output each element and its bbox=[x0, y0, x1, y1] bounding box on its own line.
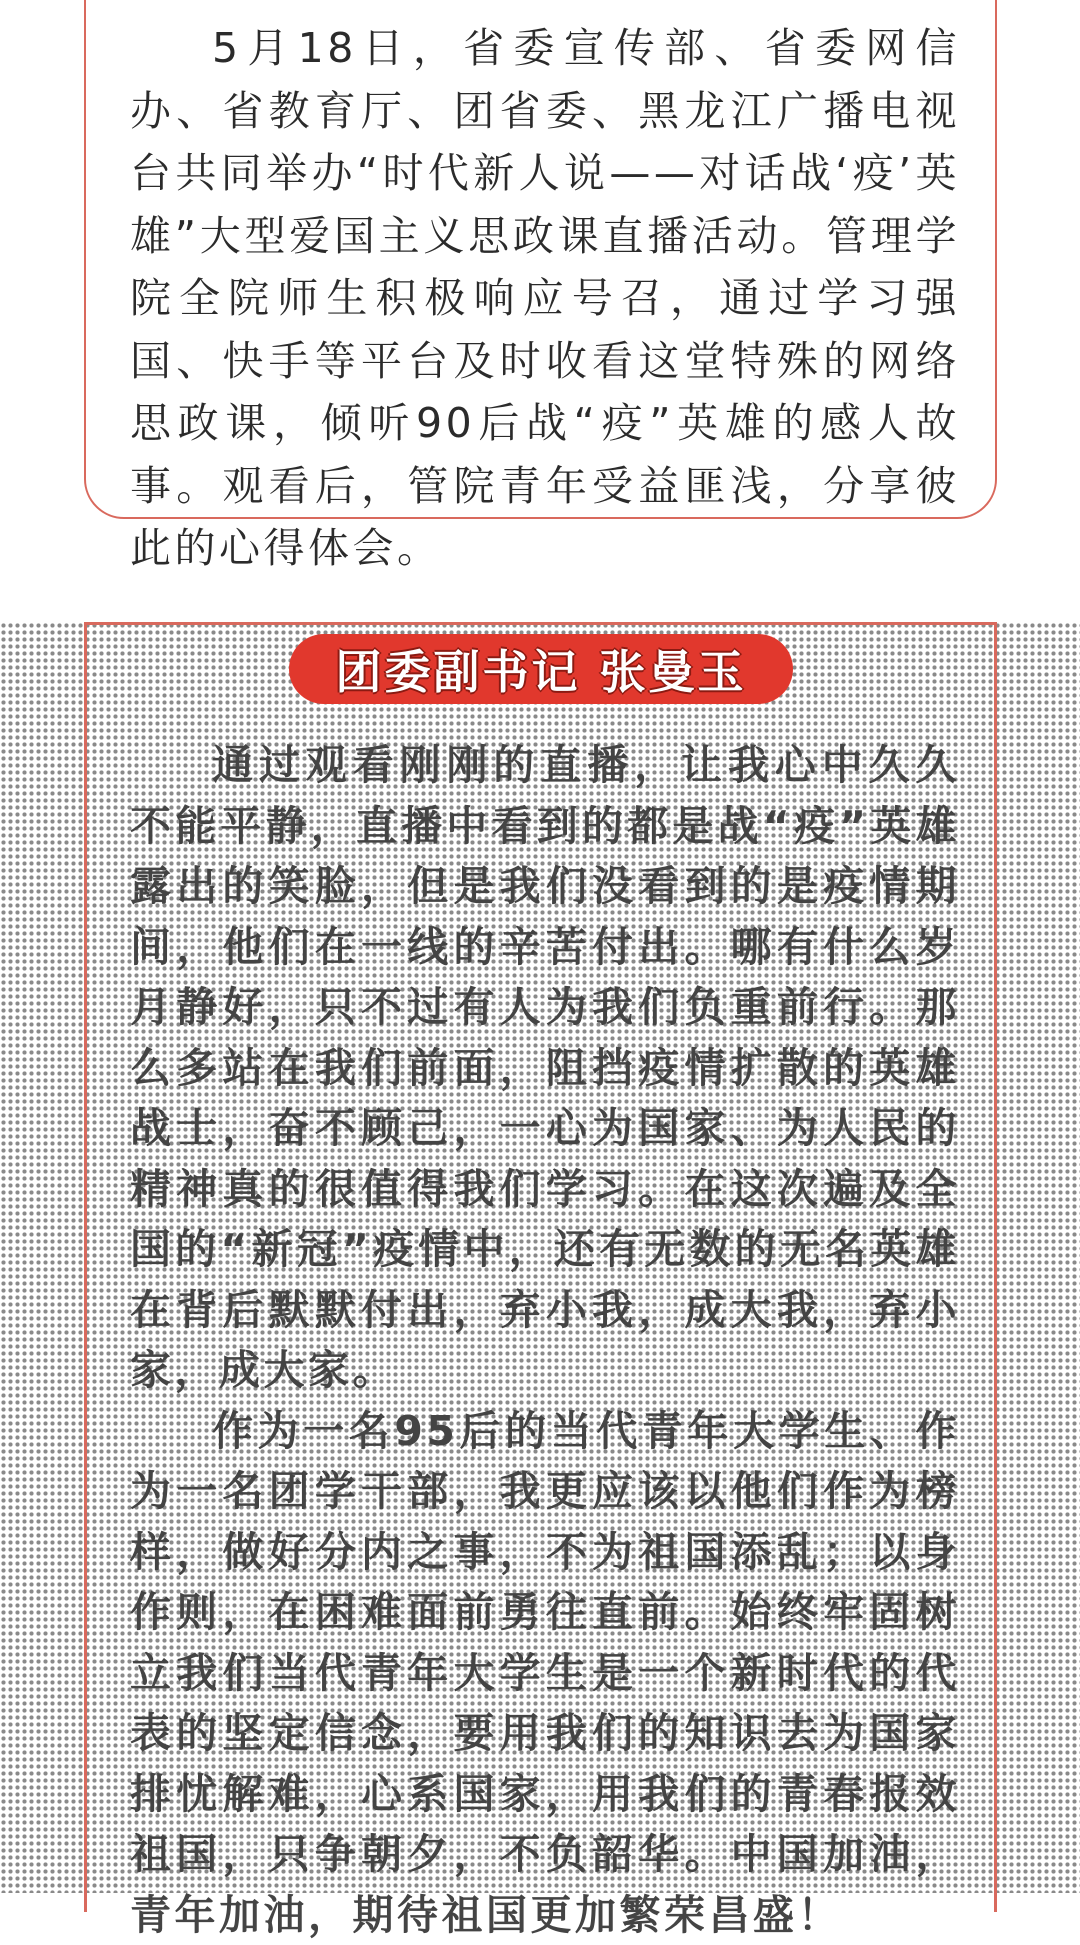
intro-text bbox=[130, 17, 960, 580]
speaker-title: 团委副书记 张曼玉 bbox=[335, 636, 746, 702]
intro-paragraph: 5月18日，省委宣传部、省委网信办、省教育厅、团省委、黑龙江广播电视台共同举办“时代新人说——对话战‘疫’英雄”大型爱国主义思政课直播活动。管理学院全院师生积极响应号召，通过学习强国、快手等平台及时收看这堂特殊的网络思政课，倾听90后战“疫”英雄的感人故事。观看后，管院青年受益匪浅，分享彼此的心得体会。 bbox=[130, 17, 960, 580]
quote-text bbox=[130, 735, 960, 1945]
quote-paragraph-2: 作为一名95后的当代青年大学生、作为一名团学干部，我更应该以他们作为榜样，做好分内之事，不为祖国添乱；以身作则，在困难面前勇往直前。始终牢固树立我们当代青年大学生是一个新时代的代表的坚定信念，要用我们的知识去为国家排忧解难，心系国家，用我们的青春报效祖国，只争朝夕，不负韶华。中国加油，青年加油，期待祖国更加繁荣昌盛！ bbox=[130, 1401, 960, 1945]
speaker-title-banner bbox=[289, 634, 793, 704]
quote-paragraph-1: 通过观看刚刚的直播，让我心中久久不能平静，直播中看到的都是战“疫”英雄露出的笑脸，但是我们没看到的是疫情期间，他们在一线的辛苦付出。哪有什么岁月静好，只不过有人为我们负重前行。那么多站在我们前面，阻挡疫情扩散的英雄战士，奋不顾己，一心为国家、为人民的精神真的很值得我们学习。在这次遍及全国的“新冠”疫情中，还有无数的无名英雄在背后默默付出，弃小我，成大我，弃小家，成大家。 bbox=[130, 735, 960, 1401]
